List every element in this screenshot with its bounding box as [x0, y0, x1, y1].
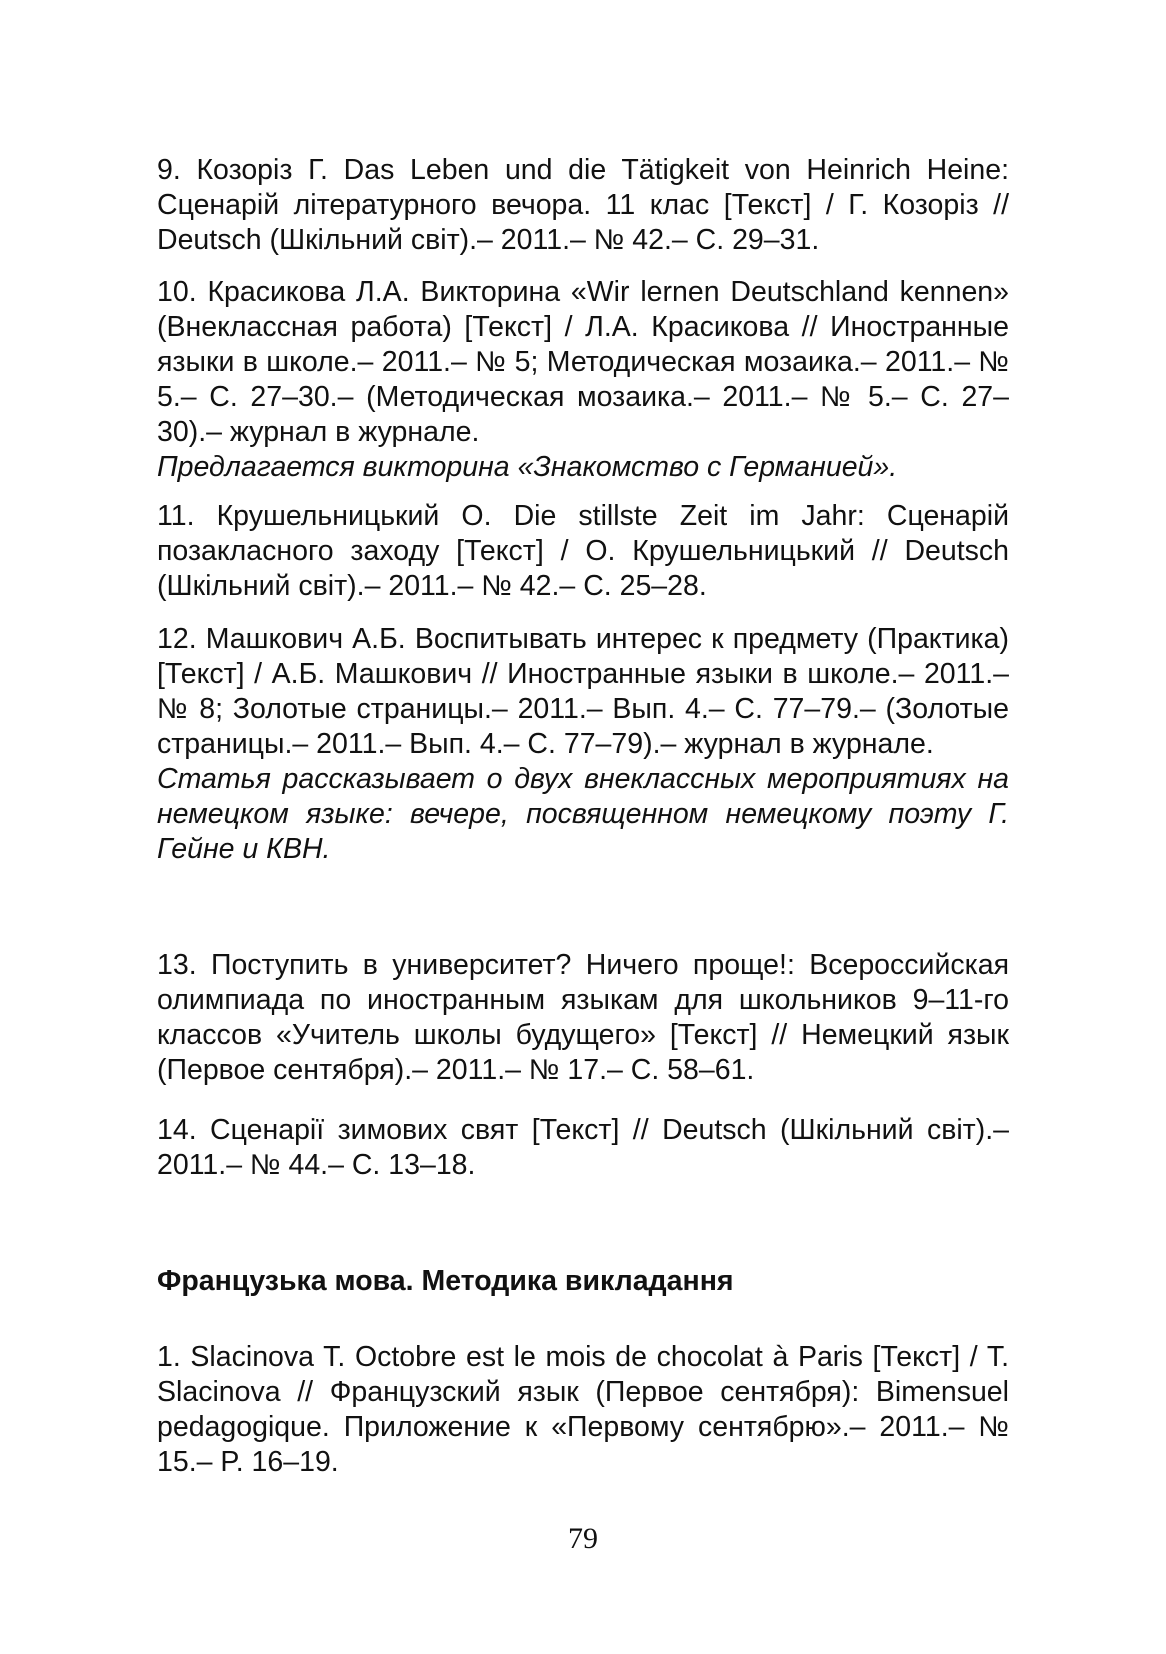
page-number: 79: [568, 1522, 598, 1555]
entry-text: 13. Поступить в университет? Ничего проще!: Всероссийская олимпиада по иностранным языкам для школьников 9–11-го классов «Учитель школы будущего» [Текст] // Немецкий язык (Первое сентября).– 2011.– № 17.– С. 58–61.: [157, 949, 1009, 1086]
entry-text: 14. Сценарії зимових свят [Текст] // Deutsch (Шкільний світ).– 2011.– № 44.– С. 13–18.: [157, 1114, 1009, 1181]
bibliography-entry-10: [157, 275, 1009, 485]
bibliography-entry-12: [157, 622, 1009, 867]
bibliography-entry-fr-1: [157, 1340, 1009, 1480]
entry-text: 11. Крушельницький О. Die stillste Zeit im Jahr: Сценарій позакласного заходу [Текст] / О. Крушельницький // Deutsch (Шкільний світ).– 2011.– № 42.– С. 25–28.: [157, 500, 1009, 602]
section-heading: Французька мова. Методика викладання: [157, 1265, 734, 1297]
entry-text: 9. Козоріз Г. Das Leben und die Tätigkeit von Heinrich Heine: Сценарій літературного вечора. 11 клас [Текст] / Г. Козоріз // Deutsch (Шкільний світ).– 2011.– № 42.– С. 29–31.: [157, 154, 1009, 256]
entry-text: 1. Slacinova T. Octobre est le mois de chocolat à Paris [Текст] / T. Slacinova // Французский язык (Первое сентября): Bimensuel pedagogique. Приложение к «Первому сентябрю».– 2011.– № 15.– P. 16–19.: [157, 1341, 1009, 1478]
entry-text: 12. Машкович А.Б. Воспитывать интерес к предмету (Практика) [Текст] / А.Б. Машкович // Иностранные языки в школе.– 2011.– № 8; Золотые страницы.– 2011.– Вып. 4.– С. 77–79.– (Золотые страницы.– 2011.– Вып. 4.– С. 77–79).– журнал в журнале.: [157, 623, 1009, 760]
bibliography-entry-14: [157, 1113, 1009, 1183]
entry-annotation: Статья рассказывает о двух внеклассных мероприятиях на немецком языке: вечере, посвященном немецкому поэту Г. Гейне и КВН.: [157, 763, 1009, 865]
bibliography-entry-13: [157, 948, 1009, 1088]
bibliography-entry-11: [157, 499, 1009, 604]
entry-annotation: Предлагается викторина «Знакомство с Германией».: [157, 451, 898, 483]
bibliography-entry-9: [157, 153, 1009, 258]
entry-text: 10. Красикова Л.А. Викторина «Wir lernen Deutschland kennen» (Внеклассная работа) [Текст] / Л.А. Красикова // Иностранные языки в школе.– 2011.– № 5; Методическая мозаика.– 2011.– № 5.– С. 27–30.– (Методическая мозаика.– 2011.– № 5.– С. 27–30).– журнал в журнале.: [157, 276, 1009, 448]
